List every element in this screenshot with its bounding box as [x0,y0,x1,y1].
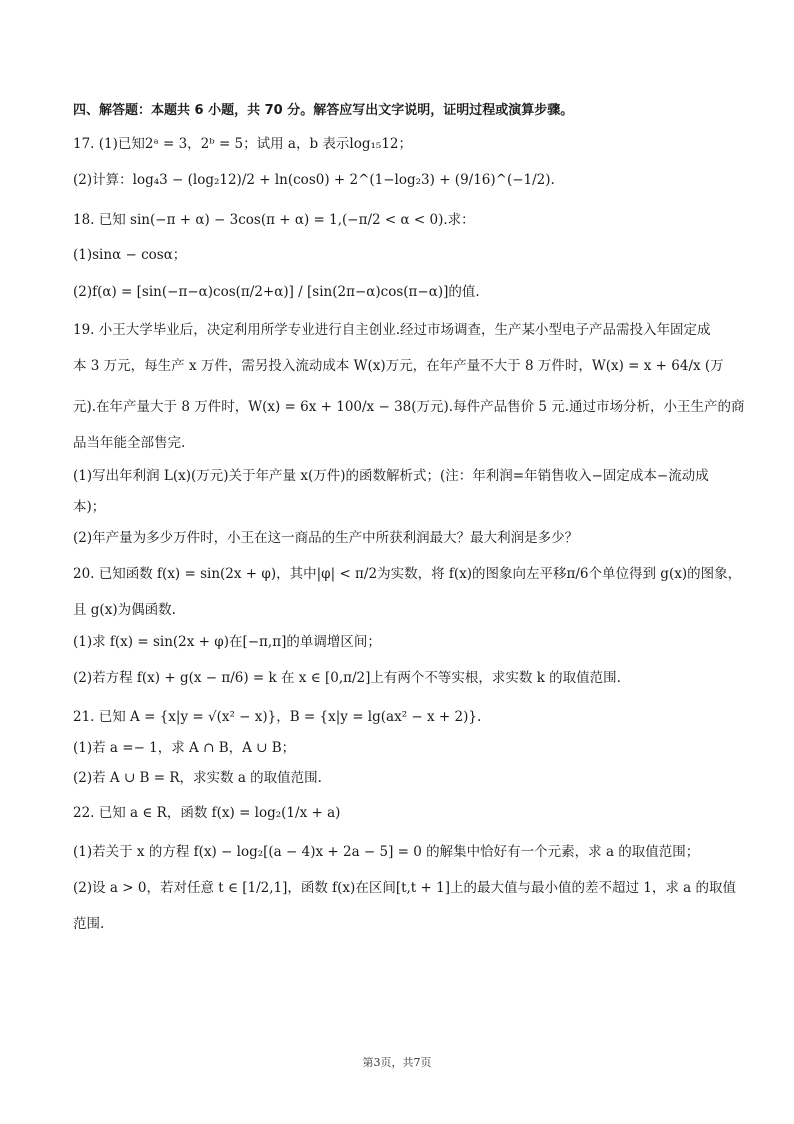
problem-21-stem: 21. 已知 A = {x|y = √(x² − x)}，B = {x|y = lg(ax² − x + 2)}. [73,709,482,725]
problem-20-part1: (1)求 f(x) = sin(2x + φ)在[−π,π]的单调增区间； [73,634,381,650]
problem-17-part1: 17. (1)已知2ᵃ = 3，2ᵇ = 5；试用 a，b 表示log₁₅12； [73,136,412,152]
problem-18-part1: (1)sinα − cosα； [73,247,187,263]
problem-17-part2: (2)计算：log₄3 − (log₂12)/2 + ln(cos0) + 2^(1−log₂3) + (9/16)^(−1/2). [73,172,555,188]
problem-22-part1: (1)若关于 x 的方程 f(x) − log₂[(a − 4)x + 2a − 5] = 0 的解集中恰好有一个元素，求 a 的取值范围； [73,844,700,860]
page-number: 第3页，共7页 [362,1056,432,1069]
problem-19-line3: 元).在年产量大于 8 万件时，W(x) = 6x + 100/x − 38(万元).每件产品售价 5 元.通过市场分析，小王生产的商 [73,399,745,415]
problem-20-stem-cont: 且 g(x)为偶函数. [73,602,176,618]
problem-22-part2: (2)设 a > 0，若对任意 t ∈ [1/2,1]，函数 f(x)在区间[t,t + 1]上的最大值与最小值的差不超过 1，求 a 的取值 [73,880,736,896]
problem-18-part2: (2)f(α) = [sin(−π−α)cos(π/2+α)] / [sin(2π−α)cos(π−α)]的值. [73,284,480,300]
problem-19-line1: 19. 小王大学毕业后，决定利用所学专业进行自主创业.经过市场调查，生产某小型电子产品需投入年固定成 [73,322,711,338]
problem-19-line2: 本 3 万元，每生产 x 万件，需另投入流动成本 W(x)万元，在年产量不大于 8 万件时，W(x) = x + 64/x (万 [73,358,724,374]
problem-19-part1: (1)写出年利润 L(x)(万元)关于年产量 x(万件)的函数解析式；(注：年利润=年销售收入−固定成本−流动成 [73,468,709,484]
problem-20-stem: 20. 已知函数 f(x) = sin(2x + φ)，其中|φ| < π/2为实数，将 f(x)的图象向左平移π/6个单位得到 g(x)的图象， [73,566,742,582]
problem-22-stem: 22. 已知 a ∈ R，函数 f(x) = log₂(1/x + a) [73,805,341,821]
problem-21-part1: (1)若 a =− 1，求 A ∩ B，A ∪ B； [73,740,296,756]
problem-19-line4: 品当年能全部售完. [73,435,186,451]
problem-21-part2: (2)若 A ∪ B = R，求实数 a 的取值范围. [73,770,322,786]
problem-18-stem: 18. 已知 sin(−π + α) − 3cos(π + α) = 1,(−π/2 < α < 0).求： [73,212,475,228]
problem-22-part2-cont: 范围. [73,916,105,932]
problem-19-part2: (2)年产量为多少万件时，小王在这一商品的生产中所获利润最大？最大利润是多少？ [73,530,579,546]
problem-20-part2: (2)若方程 f(x) + g(x − π/6) = k 在 x ∈ [0,π/2]上有两个不等实根，求实数 k 的取值范围. [73,670,621,686]
problem-19-part1-cont: 本)； [73,499,106,515]
section-heading: 四、解答题：本题共 6 小题，共 70 分。解答应写出文字说明，证明过程或演算步骤。 [73,103,574,118]
